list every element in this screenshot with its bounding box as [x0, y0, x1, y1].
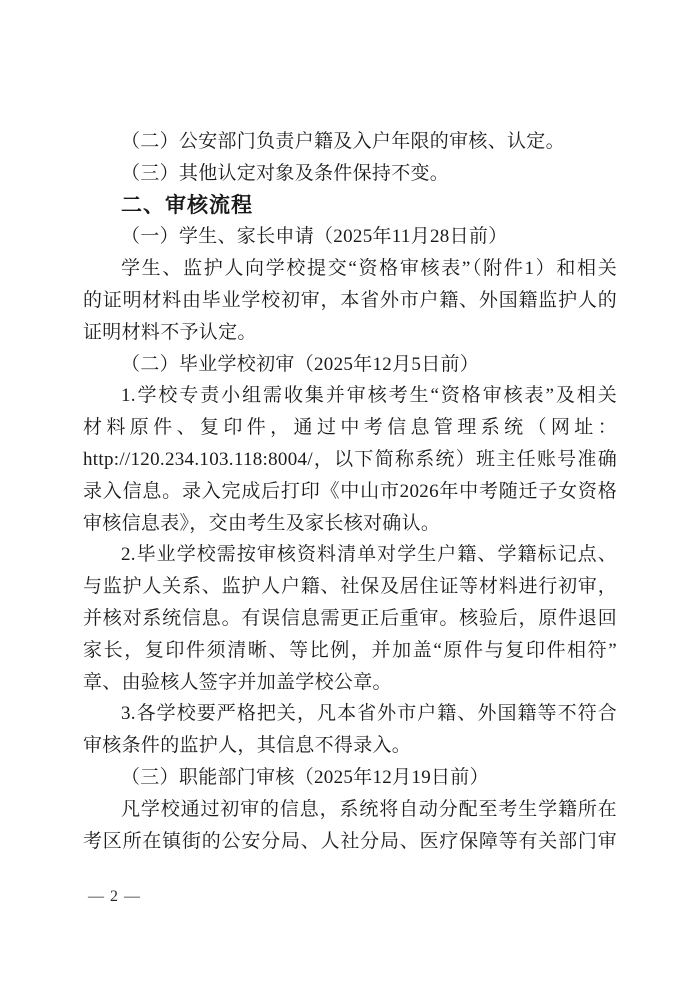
text-line: （二）公安部门负责户籍及入户年限的审核、认定。: [121, 131, 565, 152]
text-line: 材料原件、复印件，通过中考信息管理系统（网址：: [83, 417, 617, 439]
page-footer: [88, 888, 141, 906]
text-line: 2.毕业学校需按审核资料清单对学生户籍、学籍标记点、: [121, 544, 617, 566]
text-line: 考区所在镇街的公安分局、人社分局、医疗保障等有关部门审: [83, 830, 617, 852]
text-line: 审核条件的监护人，其信息不得录入。: [83, 735, 412, 757]
section-heading: 二、审核流程: [121, 193, 253, 217]
text-line: 章、由验核人签字并加盖学校公章。: [83, 671, 392, 693]
text-line: 证明材料不予认定。: [83, 321, 257, 343]
text-line: http://120.234.103.118:8004/，以下简称系统）班主任账号准确: [83, 448, 617, 470]
text-line: 并核对系统信息。有误信息需更正后重审。核验后，原件退回: [83, 607, 617, 629]
text-line: 学生、监护人向学校提交“资格审核表”（附件1）和相关: [121, 258, 617, 280]
text-line: 录入信息。录入完成后打印《中山市2026年中考随迁子女资格: [83, 480, 617, 502]
text-line: 审核信息表》，交由考生及家长核对确认。: [83, 512, 441, 534]
text-line: 1.学校专责小组需收集并审核考生“资格审核表”及相关: [121, 385, 617, 407]
text-line: 3.各学校要严格把关，凡本省外市户籍、外国籍等不符合: [121, 703, 617, 725]
text-line: 的证明材料由毕业学校初审，本省外市户籍、外国籍监护人的: [83, 289, 617, 311]
document-content: [83, 126, 617, 857]
text-line: （三）职能部门审核（2025年12月19日前）: [121, 766, 489, 788]
text-line: （三）其他认定对象及条件保持不变。: [121, 162, 450, 184]
text-line: （一）学生、家长申请（2025年11月28日前）: [121, 226, 508, 248]
text-line: 与监护人关系、监护人户籍、社保及居住证等材料进行初审，: [83, 576, 617, 598]
text-line: 凡学校通过初审的信息，系统将自动分配至考生学籍所在: [121, 798, 617, 820]
text-line: 家长，复印件须清晰、等比例，并加盖“原件与复印件相符”: [83, 639, 617, 661]
page-number: — 2 —: [88, 888, 141, 905]
text-line: （二）毕业学校初审（2025年12月5日前）: [121, 353, 480, 375]
